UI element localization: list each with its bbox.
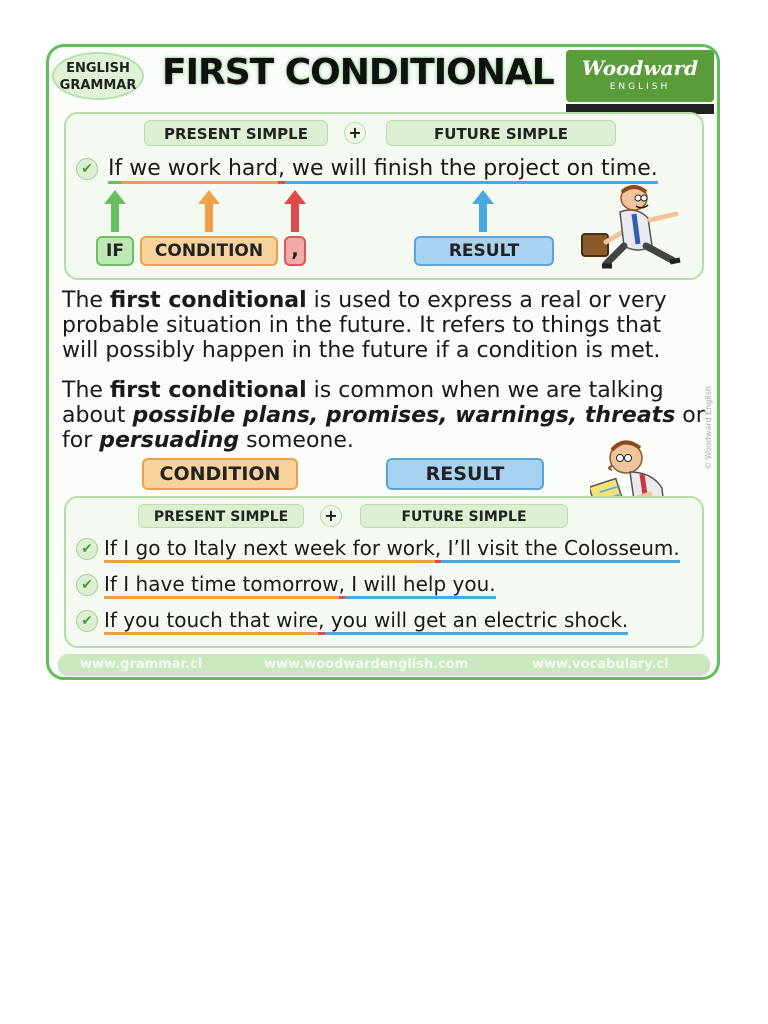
tag-result: RESULT — [414, 236, 554, 266]
arrow-up-green-icon — [106, 190, 124, 232]
logo-sub: ENGLISH — [609, 82, 671, 92]
description-paragraph-2: The first conditional is common when we are talking about possible plans, promises, warnings, threats or for persuading someone. — [62, 378, 705, 453]
page-title: FIRST CONDITIONAL — [162, 52, 554, 93]
logo-brand: Woodward — [581, 56, 699, 80]
woodward-logo — [566, 50, 714, 102]
example-2-result: I will help you. — [345, 572, 496, 599]
tag-if: IF — [96, 236, 134, 266]
plus-sign-2: + — [320, 505, 342, 527]
example-sentence-2: If I have time tomorrow, I will help you. — [104, 572, 496, 596]
example-sentence-3: If you touch that wire, you will get an electric shock. — [104, 608, 628, 632]
description-paragraph-1: The first conditional is used to express a real or very probable situation in the future. It refers to things that will possibly happen in the future if a condition is met. — [62, 288, 667, 363]
english-grammar-badge — [52, 52, 144, 100]
uses-list: possible plans, promises, warnings, threats — [132, 403, 676, 428]
future-simple-label-2: FUTURE SIMPLE — [360, 504, 568, 528]
badge-line2: GRAMMAR — [59, 78, 137, 93]
example-3-result: you will get an electric shock. — [325, 608, 629, 635]
arrow-up-orange-icon — [200, 190, 218, 232]
arrow-up-blue-icon — [474, 190, 492, 232]
plus-sign: + — [344, 122, 366, 144]
future-simple-label: FUTURE SIMPLE — [386, 120, 616, 146]
present-simple-label-2: PRESENT SIMPLE — [138, 504, 304, 528]
legend-condition: CONDITION — [142, 458, 298, 490]
check-icon: ✔ — [76, 158, 98, 180]
example-1-condition: If I go to Italy next week for work — [104, 536, 435, 563]
legend-result: RESULT — [386, 458, 544, 490]
example-1-result: I’ll visit the Colosseum. — [441, 536, 680, 563]
footer-links-bar — [58, 654, 710, 676]
check-icon: ✔ — [76, 574, 98, 596]
example-sentence-1: If I go to Italy next week for work, I’ll visit the Colosseum. — [104, 536, 680, 560]
term-first-conditional: first conditional — [109, 288, 307, 313]
footer-link-woodwardenglish[interactable]: www.woodwardenglish.com — [264, 657, 469, 672]
check-icon: ✔ — [76, 538, 98, 560]
footer-link-vocabulary[interactable]: www.vocabulary.cl — [532, 657, 669, 672]
running-businessman-illustration — [576, 184, 700, 276]
example-2-condition: If I have time tomorrow — [104, 572, 339, 599]
check-icon: ✔ — [76, 610, 98, 632]
present-simple-label: PRESENT SIMPLE — [144, 120, 328, 146]
badge-line1: ENGLISH — [66, 61, 130, 76]
sentence-comma: , — [278, 156, 285, 184]
sentence-result: we will finish the project on time. — [285, 156, 658, 184]
main-example-sentence — [108, 156, 658, 181]
example-3-condition: If you touch that wire — [104, 608, 318, 635]
copyright-watermark: © Woodward English — [704, 386, 713, 470]
tag-comma: , — [284, 236, 306, 266]
footer-link-grammar[interactable]: www.grammar.cl — [80, 657, 203, 672]
sentence-if: If — [108, 156, 122, 184]
tag-condition: CONDITION — [140, 236, 278, 266]
arrow-up-red-icon — [286, 190, 304, 232]
sentence-condition: we work hard — [122, 156, 278, 184]
